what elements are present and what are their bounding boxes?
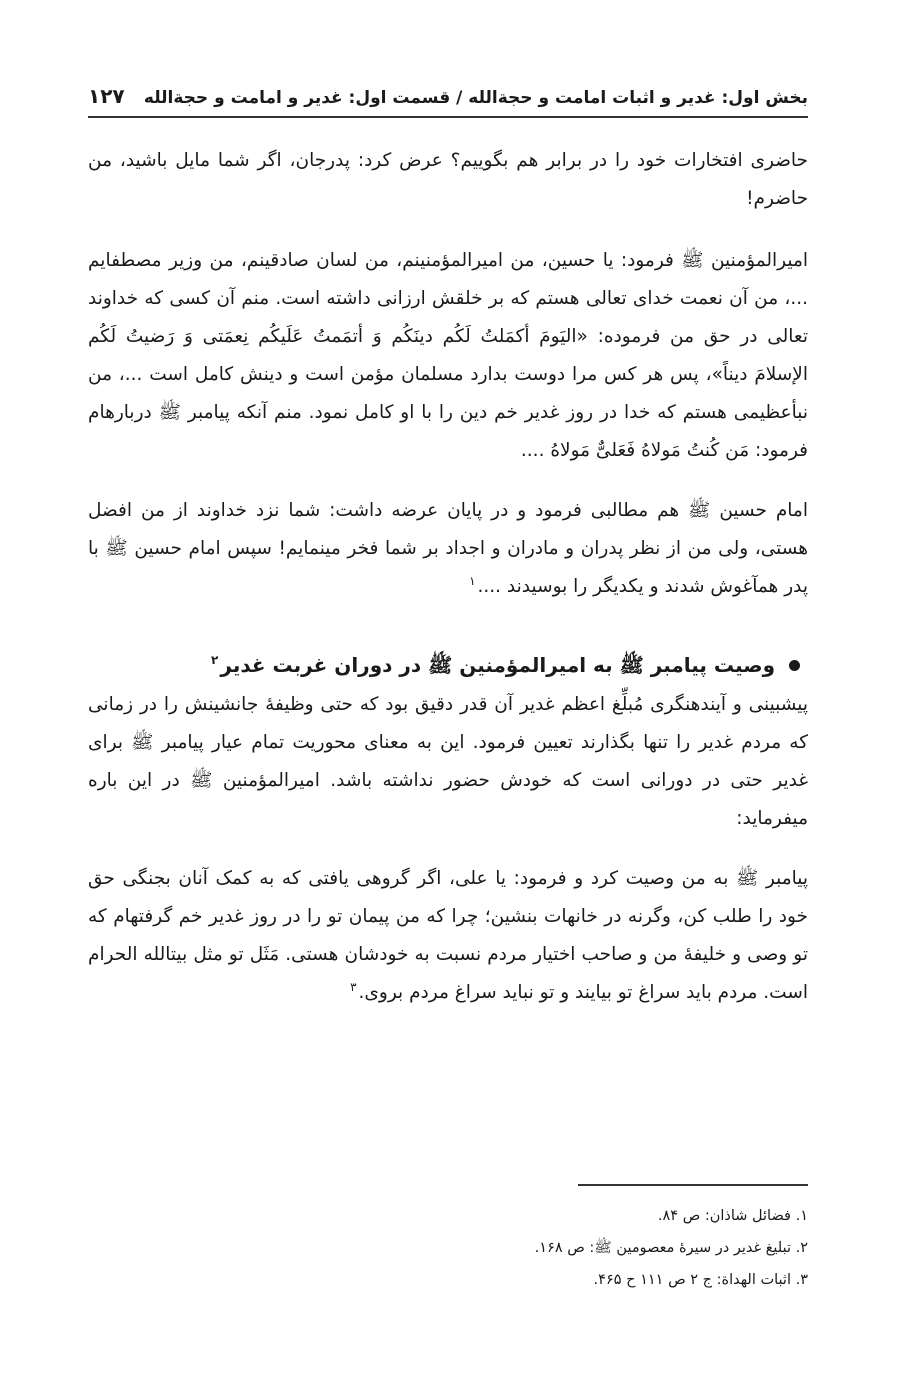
footnote-ref-2[interactable]: ۲	[211, 653, 219, 668]
footnote-2: ۲. تبلیغ غدیر در سیرهٔ معصومین ﷺ: ص ۱۶۸.	[534, 1240, 808, 1256]
page-number: ۱۲۷	[88, 84, 125, 108]
bullet-icon	[789, 660, 800, 671]
footnote-3: ۳. اثبات الهداة: ج ۲ ص ۱۱۱ ح ۴۶۵.	[593, 1272, 808, 1288]
running-title: بخش اول: غدیر و اثبات امامت و حجةالله / قسمت اول: غدیر و امامت و حجةالله	[143, 88, 808, 108]
book-page	[88, 0, 808, 1390]
paragraph-1: حاضری افتخارات خود را در برابر هم بگوییم؟ عرض کرد: پدرجان، اگر شما مایل باشید، من حاضرم!	[88, 150, 808, 209]
section-paragraph-2	[88, 860, 808, 1012]
footnotes	[88, 1200, 808, 1296]
paragraph-3	[88, 492, 808, 606]
page-body	[88, 142, 808, 1034]
section-paragraph-1: پیشبینی و آیندهنگری مُبلِّغ اعظم غدیر آن قدر دقیق بود که حتی وظیفهٔ جانشینش را در زمانی که مردم غدیر را تنها بگذارند تعیین فرمود. این به معنای محوریت تمام عیار پیامبر ﷺ برای غدیر حتی در دورانی است که خودش حضور نداشته باشد. امیرالمؤمنین ﷺ در این باره میفرماید:	[88, 694, 808, 829]
paragraph-3-text: امام حسین ﷺ هم مطالبی فرمود و در پایان عرضه داشت: شما نزد خداوند از من افضل هستی، ولی من از نظر پدران و مادران و اجداد بر شما فخر مینمایم! سپس امام حسین ﷺ با پدر همآغوش شدند و یکدیگر را بوسیدند ....	[88, 500, 808, 597]
section-heading-text: وصیت پیامبر ﷺ به امیرالمؤمنین ﷺ در دوران غربت غدیر$^۲$	[211, 653, 775, 677]
paragraph-2: امیرالمؤمنین ﷺ فرمود: یا حسین، من امیرالمؤمنینم، من لسان صادقینم، من وزیر مصطفایم ...، من آن نعمت خدای تعالی هستم که بر خلقش ارزانی داشته است. منم آن کسی که خداوند تعالی در حق من فرموده: «الیَومَ أکمَلتُ لَکُم دینَکُم وَ أتمَمتُ عَلَیکُم نِعمَتی وَ رَضیتُ لَکُم الإسلامَ دیناً»، پس هر کس مرا دوست بدارد مسلمان مؤمن است و دینش کامل است ...، من نبأعظیمی هستم که خدا در روز غدیر خم دین را با او کامل نمود. منم آنکه پیامبر ﷺ دربارهام فرمود: مَن کُنتُ مَولاهُ فَعَلیٌّ مَولاهُ ....	[88, 250, 808, 461]
section-paragraph-2-text: پیامبر ﷺ به من وصیت کرد و فرمود: یا علی، اگر گروهی یافتی که به کمک آنان بجنگی حق خود را طلب کن، وگرنه در خانهات بنشین؛ چرا که من پیمان تو را در روز غدیر خم گرفتهام که تو وصی و خلیفهٔ من و صاحب اختیار مردم نسبت به خودشان هستی. مَثَل تو مثل بیتالله الحرام است. مردم باید سراغ تو بیایند و تو نباید سراغ مردم بروی.	[88, 868, 808, 1003]
footnote-rule	[578, 1184, 808, 1186]
header-rule	[88, 116, 808, 118]
footnote-ref-3[interactable]: ۳	[350, 979, 357, 994]
section-heading	[88, 646, 808, 684]
footnote-1: ۱. فضائل شاذان: ص ۸۴.	[657, 1208, 808, 1224]
footnote-ref-1[interactable]: ۱	[469, 573, 476, 588]
page-header	[88, 72, 808, 108]
